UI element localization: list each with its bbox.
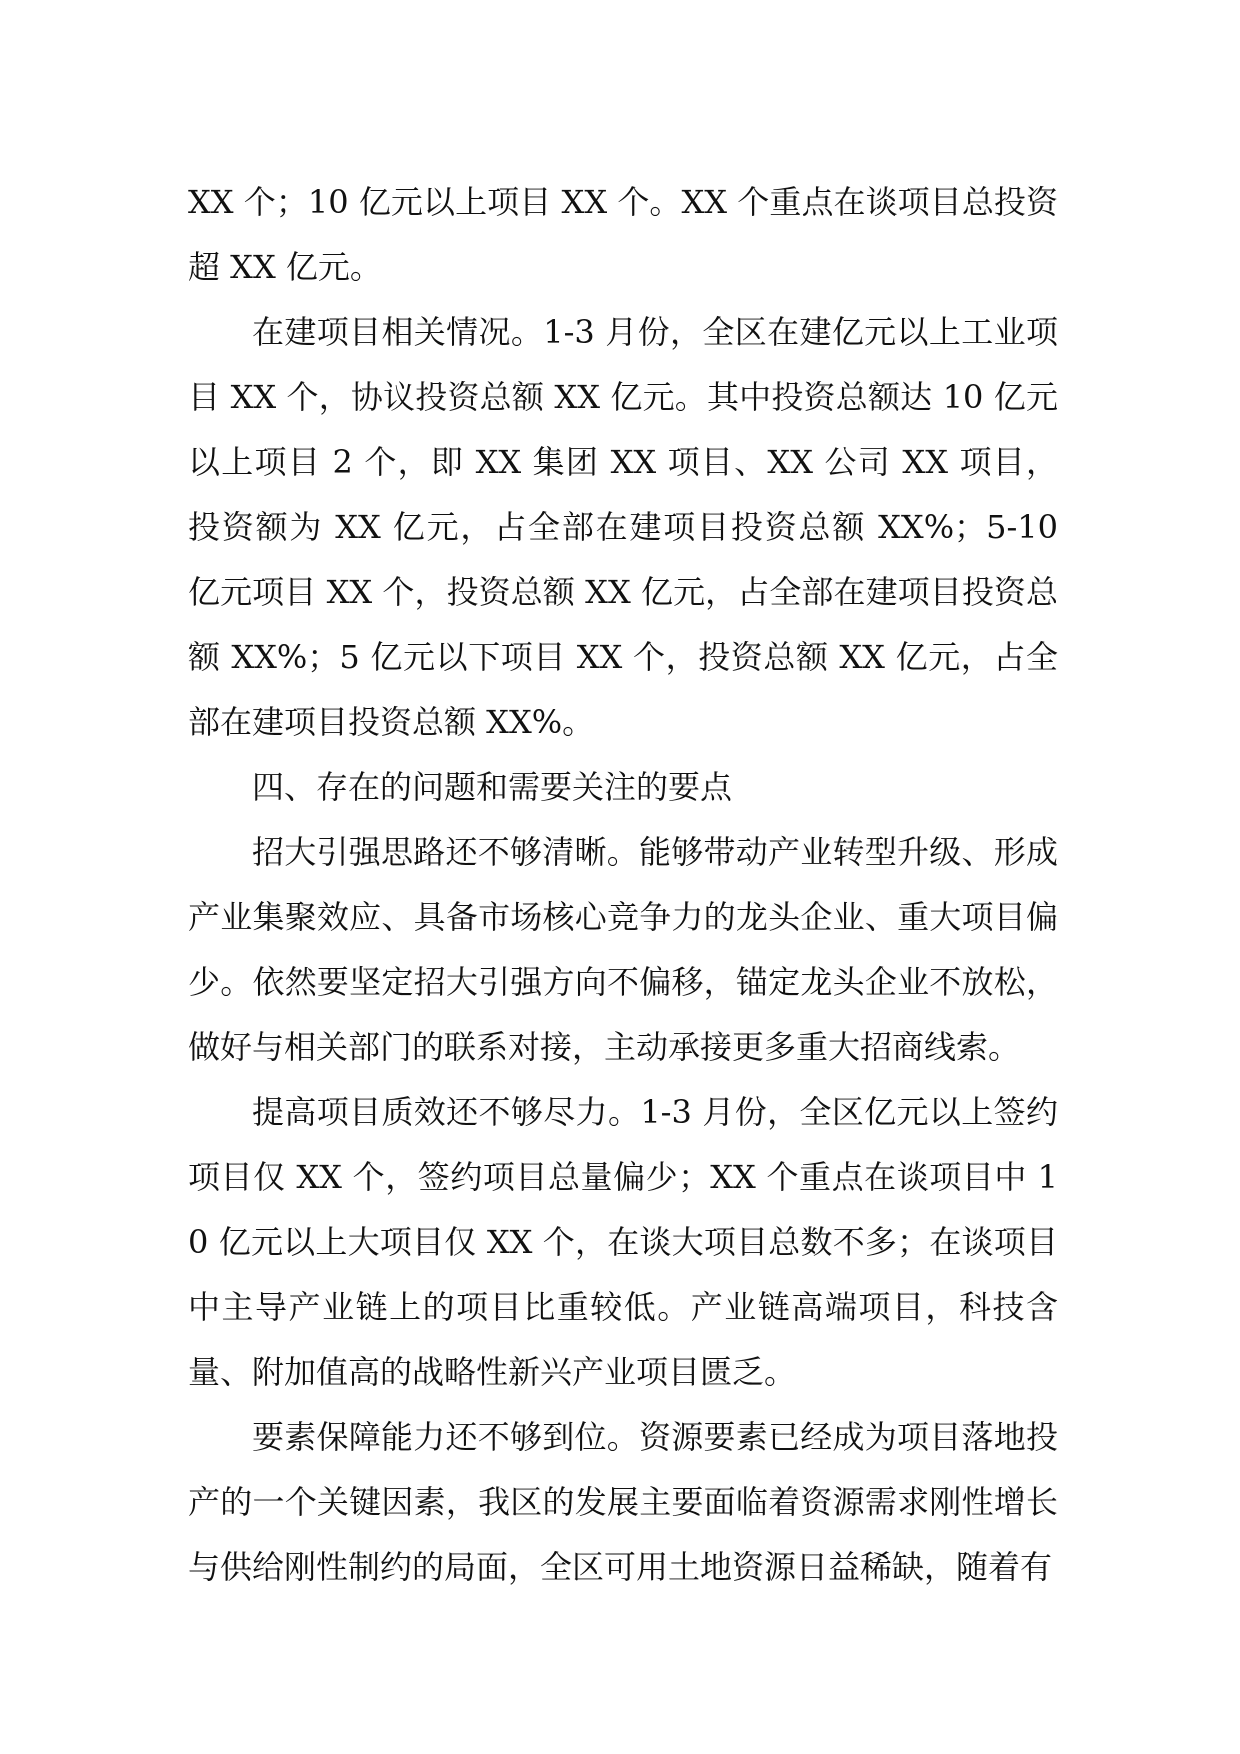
paragraph-projects-under-construction: 在建项目相关情况。1-3 月份，全区在建亿元以上工业项目 XX 个，协议投资总额 XX 亿元。其中投资总额达 10 亿元以上项目 2 个，即 XX 集团 XX 项目、XX 公司 XX 项目，投资额为 XX 亿元，占全部在建项目投资总额 XX%；5-10 亿元项目 XX 个，投资总额 XX 亿元，占全部在建项目投资总额 XX%；5 亿元以下项目 XX 个，投资总额 XX 亿元，占全部在建项目投资总额 XX%。 (188, 313, 1058, 741)
document-body (188, 170, 1058, 1600)
paragraph-resource-support: 要素保障能力还不够到位。资源要素已经成为项目落地投产的一个关键因素，我区的发展主要面临着资源需求刚性增长与供给刚性制约的局面，全区可用土地资源日益稀缺，随着有 (188, 1418, 1058, 1586)
paragraph-investment-strategy: 招大引强思路还不够清晰。能够带动产业转型升级、形成产业集聚效应、具备市场核心竞争力的龙头企业、重大项目偏少。依然要坚定招大引强方向不偏移，锚定龙头企业不放松，做好与相关部门的联系对接，主动承接更多重大招商线索。 (188, 833, 1058, 1066)
paragraph-continued-summary: XX 个；10 亿元以上项目 XX 个。XX 个重点在谈项目总投资超 XX 亿元。 (188, 183, 1058, 286)
section-heading-problems: 四、存在的问题和需要关注的要点 (252, 768, 733, 806)
paragraph-project-quality: 提高项目质效还不够尽力。1-3 月份，全区亿元以上签约项目仅 XX 个，签约项目总量偏少；XX 个重点在谈项目中 10 亿元以上大项目仅 XX 个，在谈大项目总数不多；在谈项目中主导产业链上的项目比重较低。产业链高端项目，科技含量、附加值高的战略性新兴产业项目匮乏。 (188, 1093, 1058, 1391)
